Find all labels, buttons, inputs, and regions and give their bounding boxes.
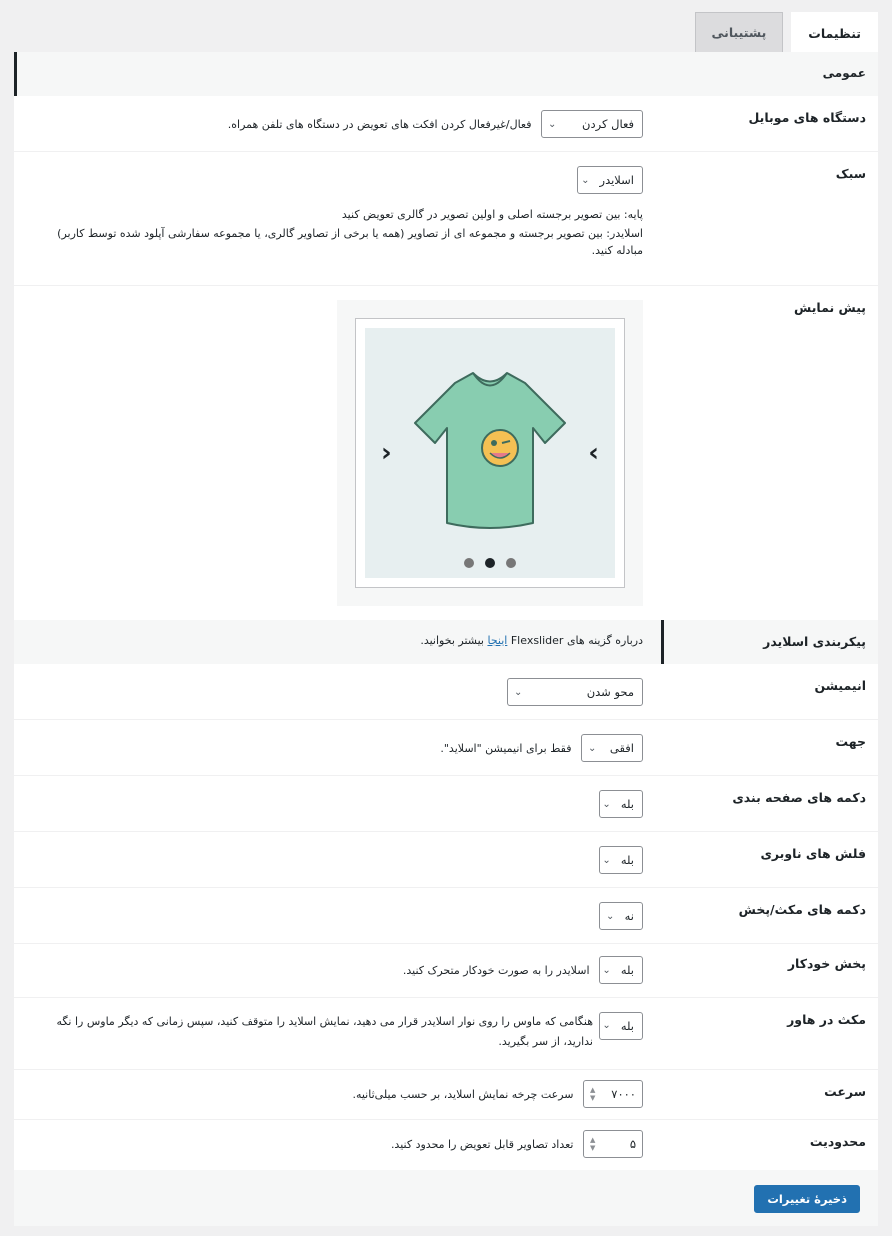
slider-pagination (365, 558, 615, 568)
autoplay-select[interactable]: بله ⌄ (599, 956, 643, 984)
section-title: عمومی (822, 66, 866, 80)
slide-image (365, 328, 615, 578)
row-pause-play (14, 888, 878, 944)
row-direction: جهت افقی ⌄ فقط برای انیمیشن "اسلاید". (14, 720, 878, 776)
direction-select[interactable]: افقی ⌄ (581, 734, 643, 762)
section-title: پیکربندی اسلایدر (763, 634, 866, 649)
preview-box (337, 300, 643, 606)
row-label: پیش نمایش (794, 300, 866, 315)
save-button[interactable]: ذخیرهٔ تغییرات (754, 1185, 860, 1213)
tab-settings[interactable]: تنظیمات (791, 12, 878, 54)
style-desc-slider: اسلایدر: بین تصویر برجسته و مجموعه ای از تصاویر (همه یا برخی از تصاویر گالری، یا مجموعه سفارشی آپلود شده توسط کاربر) مبادله کنید. (57, 227, 643, 257)
limit-input[interactable]: ۵ ▲ ▼ (583, 1130, 643, 1158)
pause-play-select[interactable]: نه ⌄ (599, 902, 643, 930)
row-label: دکمه های مکث/پخش (738, 902, 866, 917)
row-label: جهت (835, 734, 866, 749)
chevron-down-icon: ⌄ (548, 118, 557, 130)
chevron-down-icon: ⌄ (588, 742, 597, 754)
row-label: سرعت (824, 1084, 866, 1099)
mobile-select[interactable]: فعال کردن ⌄ (541, 110, 643, 138)
tab-support[interactable]: پشتیبانی (695, 12, 784, 52)
row-label: محدودیت (809, 1134, 866, 1149)
chevron-left-icon[interactable]: ‹ (381, 438, 392, 468)
animation-select[interactable]: محو شدن ⌄ (507, 678, 643, 706)
row-label: دستگاه های موبایل (748, 110, 866, 125)
row-mobile: دستگاه های موبایل فعال کردن ⌄ فعال/غیرفعال کردن افکت های تعویض در دستگاه های تلفن همراه. (14, 96, 878, 152)
chevron-right-icon[interactable]: › (588, 438, 599, 468)
row-limit: محدودیت ۵ ▲ ▼ تعداد تصاویر قابل تعویض را محدود کنید. (14, 1120, 878, 1170)
row-label: انیمیشن (814, 678, 866, 693)
section-divider (661, 620, 664, 664)
tshirt-image (365, 328, 615, 578)
preview-frame (355, 318, 625, 588)
pagination-dot[interactable] (506, 558, 516, 568)
chevron-down-icon: ⌄ (602, 1020, 611, 1031)
row-label: فلش های ناوبری (760, 846, 866, 861)
speed-input[interactable]: ۷۰۰۰ ▲ ▼ (583, 1080, 643, 1108)
row-pagination (14, 776, 878, 832)
row-label: سبک (835, 166, 866, 181)
nav-arrows-select[interactable]: بله ⌄ (599, 846, 643, 874)
style-desc-basic: پایه: بین تصویر برجسته اصلی و اولین تصویر در گالری تعویض کنید (341, 208, 643, 221)
chevron-down-icon: ⌄ (581, 174, 590, 186)
chevron-down-icon: ⌄ (514, 686, 523, 698)
pause-hover-select[interactable]: بله ⌄ (599, 1012, 643, 1040)
row-label: دکمه های صفحه بندی (732, 790, 866, 805)
flexslider-link[interactable]: اینجا (487, 634, 508, 647)
style-select[interactable]: اسلایدر ⌄ (577, 166, 643, 194)
pagination-select[interactable]: بله ⌄ (599, 790, 643, 818)
settings-panel (14, 52, 878, 1226)
section-general-header (14, 52, 878, 96)
spinner-icon[interactable]: ▲ ▼ (590, 1086, 596, 1102)
pagination-dot[interactable] (464, 558, 474, 568)
row-label: مکث در هاور (787, 1012, 866, 1027)
row-animation (14, 664, 878, 720)
row-nav-arrows (14, 832, 878, 888)
form-footer (14, 1170, 878, 1226)
chevron-down-icon: ⌄ (606, 910, 615, 922)
row-pause-hover: مکث در هاور بله ⌄ هنگامی که ماوس را روی نوار اسلایدر قرار می دهید، نمایش اسلاید را متوقف کنید، سپس زمانی که دیگر ماوس را نگه ندارید، از سر بگیرید. (14, 998, 878, 1070)
flexslider-note: درباره گزینه های Flexslider اینجا بیشتر بخوانید. (420, 634, 643, 647)
chevron-down-icon: ⌄ (602, 854, 611, 866)
chevron-down-icon: ⌄ (602, 798, 611, 810)
row-label: پخش خودکار (787, 956, 866, 971)
row-style (14, 152, 878, 286)
row-autoplay: پخش خودکار بله ⌄ اسلایدر را به صورت خودکار متحرک کنید. (14, 944, 878, 998)
row-speed: سرعت ۷۰۰۰ ▲ ▼ سرعت چرخه نمایش اسلاید، بر حسب میلی‌ثانیه. (14, 1070, 878, 1120)
settings-tabs (695, 12, 878, 54)
spinner-icon[interactable]: ▲ ▼ (590, 1136, 596, 1152)
section-slider-config-header (14, 620, 878, 664)
chevron-down-icon: ⌄ (602, 964, 611, 976)
pagination-dot-active[interactable] (485, 558, 495, 568)
